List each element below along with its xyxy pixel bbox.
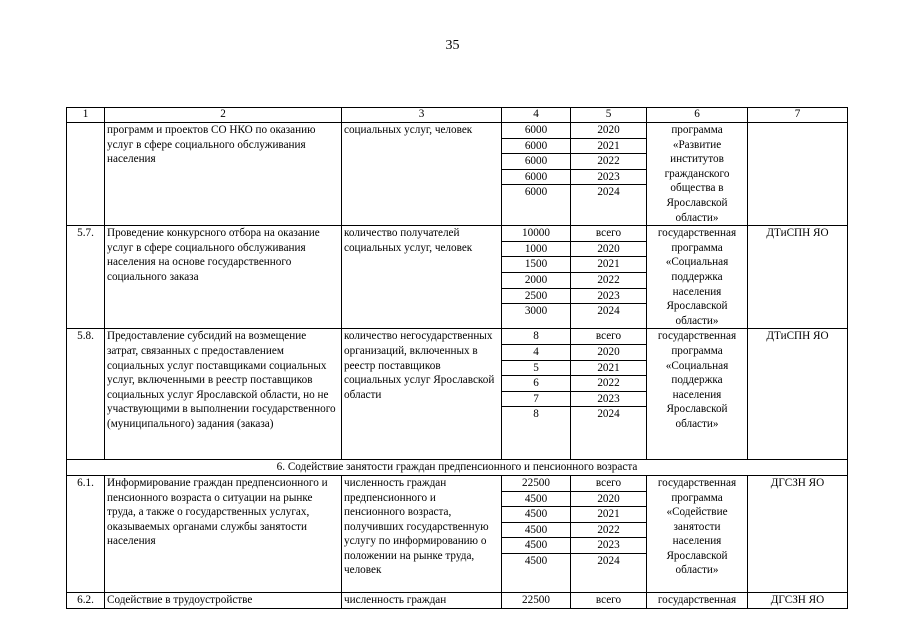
- year: 2024: [597, 186, 620, 199]
- table-row: [67, 226, 848, 329]
- row-number: 6.2.: [67, 592, 105, 608]
- activity-cell: Предоставление субсидий на возмещение затрат, связанных с предоставлением социальных услуг поставщиками социальных услуг, включенными в реестр поставщиков социальных услуг Ярославской области, но не участвующими в выполнении государственного (муниципального) задания (заказа): [105, 329, 342, 460]
- program-cell: программа «Развитие институтов гражданского общества в Ярославской области»: [647, 123, 748, 226]
- year: 2022: [571, 273, 646, 289]
- year: 2023: [571, 538, 646, 554]
- year: 2022: [571, 154, 646, 170]
- year: 2020: [571, 123, 646, 139]
- column-header: 3: [342, 108, 502, 123]
- program-cell: государственная программа «Социальная поддержка населения Ярославской области»: [647, 226, 748, 329]
- indicator-cell: социальных услуг, человек: [342, 123, 502, 226]
- value: 5: [502, 361, 570, 377]
- years-cell: [571, 329, 647, 460]
- table-row: [67, 123, 848, 226]
- year: 2022: [571, 523, 646, 539]
- year: 2020: [571, 492, 646, 508]
- value: 8: [502, 329, 570, 345]
- years-cell: [571, 226, 647, 329]
- executor-cell: ДГСЗН ЯО: [748, 475, 848, 592]
- year: 2021: [571, 507, 646, 523]
- value: 6: [502, 376, 570, 392]
- year: 2024: [597, 408, 620, 421]
- indicator-cell: количество негосударственных организаций, включенных в реестр поставщиков социальных услуг Ярославской области: [342, 329, 502, 460]
- column-header: 7: [748, 108, 848, 123]
- values-cell: [502, 592, 571, 608]
- year: всего: [571, 476, 646, 492]
- value: 4500: [524, 554, 548, 567]
- executor-cell: ДГСЗН ЯО: [748, 592, 848, 608]
- row-number: 6.1.: [67, 475, 105, 592]
- row-number: [67, 123, 105, 226]
- value: 6000: [502, 139, 570, 155]
- page-number: 35: [445, 38, 460, 53]
- year: 2021: [571, 257, 646, 273]
- indicator-cell: численность граждан предпенсионного и пенсионного возраста, получивших государственную услугу по информированию о положении на рынке труда, человек: [342, 475, 502, 592]
- year: 2023: [571, 170, 646, 186]
- value: 2500: [502, 289, 570, 305]
- table-row: [67, 329, 848, 460]
- value: 4500: [502, 523, 570, 539]
- value: 6000: [502, 123, 570, 139]
- executor-cell: ДТиСПН ЯО: [748, 226, 848, 329]
- years-cell: [571, 475, 647, 592]
- activity-cell: программ и проектов СО НКО по оказанию услуг в сфере социального обслуживания населения: [105, 123, 342, 226]
- year: всего: [595, 593, 622, 606]
- program-cell: государственная программа «Социальная поддержка населения Ярославской области»: [647, 329, 748, 460]
- row-number: 5.8.: [67, 329, 105, 460]
- activity-cell: Информирование граждан предпенсионного и пенсионного возраста о ситуации на рынке труда, а также о государственных услугах, оказываемых органами службы занятости населения: [105, 475, 342, 592]
- years-cell: [571, 123, 647, 226]
- year: 2024: [597, 305, 620, 318]
- activity-cell: Содействие в трудоустройстве: [105, 592, 342, 608]
- value: 22500: [522, 593, 550, 606]
- value: 4500: [502, 492, 570, 508]
- values-cell: [502, 226, 571, 329]
- values-cell: [502, 475, 571, 592]
- value: 8: [533, 408, 539, 421]
- program-cell: государственная программа «Содействие занятости населения Ярославской области»: [647, 475, 748, 592]
- year: 2023: [571, 289, 646, 305]
- activity-cell: Проведение конкурсного отбора на оказание услуг в сфере социального обслуживания населения на основе государственного социального заказа: [105, 226, 342, 329]
- value: 6000: [502, 170, 570, 186]
- value: 4: [502, 345, 570, 361]
- year: 2021: [571, 139, 646, 155]
- value: 4500: [502, 538, 570, 554]
- year: всего: [571, 226, 646, 242]
- year: 2020: [571, 242, 646, 258]
- column-header: 2: [105, 108, 342, 123]
- value: 7: [502, 392, 570, 408]
- value: 10000: [502, 226, 570, 242]
- year: 2021: [571, 361, 646, 377]
- value: 4500: [502, 507, 570, 523]
- executor-cell: [748, 123, 848, 226]
- indicator-cell: количество получателей социальных услуг, человек: [342, 226, 502, 329]
- values-cell: [502, 329, 571, 460]
- indicator-cell: численность граждан: [342, 592, 502, 608]
- column-header: 1: [67, 108, 105, 123]
- value: 6000: [502, 154, 570, 170]
- value: 22500: [502, 476, 570, 492]
- table-row: [67, 592, 848, 608]
- table-header-row: [67, 108, 848, 123]
- table-row: [67, 475, 848, 592]
- year: 2023: [571, 392, 646, 408]
- value: 1000: [502, 242, 570, 258]
- section-header-row: [67, 460, 848, 476]
- value: 2000: [502, 273, 570, 289]
- column-header: 4: [502, 108, 571, 123]
- row-number: 5.7.: [67, 226, 105, 329]
- value: 3000: [524, 305, 548, 318]
- value: 1500: [502, 257, 570, 273]
- measures-table: [66, 107, 848, 609]
- year: 2024: [597, 554, 620, 567]
- year: 2022: [571, 376, 646, 392]
- column-header: 6: [647, 108, 748, 123]
- column-header: 5: [571, 108, 647, 123]
- executor-cell: ДТиСПН ЯО: [748, 329, 848, 460]
- values-cell: [502, 123, 571, 226]
- value: 6000: [524, 186, 548, 199]
- year: всего: [571, 329, 646, 345]
- section-title: 6. Содействие занятости граждан предпенсионного и пенсионного возраста: [67, 460, 848, 476]
- year: 2020: [571, 345, 646, 361]
- years-cell: [571, 592, 647, 608]
- program-cell: государственная: [647, 592, 748, 608]
